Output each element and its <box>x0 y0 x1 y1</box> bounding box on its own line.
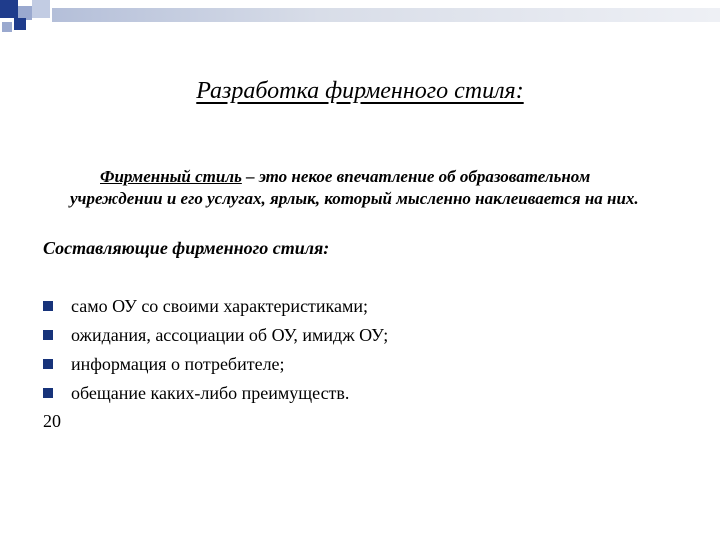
components-heading: Составляющие фирменного стиля: <box>43 238 330 258</box>
definition-paragraph <box>70 166 670 210</box>
deco-square-dark <box>0 0 18 18</box>
decorative-header <box>0 0 720 50</box>
deco-square-light <box>32 0 50 18</box>
square-bullet-icon <box>43 359 53 369</box>
deco-square-light <box>2 22 12 32</box>
deco-bar <box>52 8 720 22</box>
definition-text: – это некое впечатление об образовательном учреждении и его услугах, ярлык, который мысленно наклеивается на них. <box>70 167 639 208</box>
page-number: 20 <box>43 411 61 431</box>
square-bullet-icon <box>43 330 53 340</box>
deco-square-dark <box>14 18 26 30</box>
slide-title: Разработка фирменного стиля: <box>196 78 524 104</box>
square-bullet-icon <box>43 301 53 311</box>
square-bullet-icon <box>43 388 53 398</box>
definition-term: Фирменный стиль <box>100 167 242 186</box>
